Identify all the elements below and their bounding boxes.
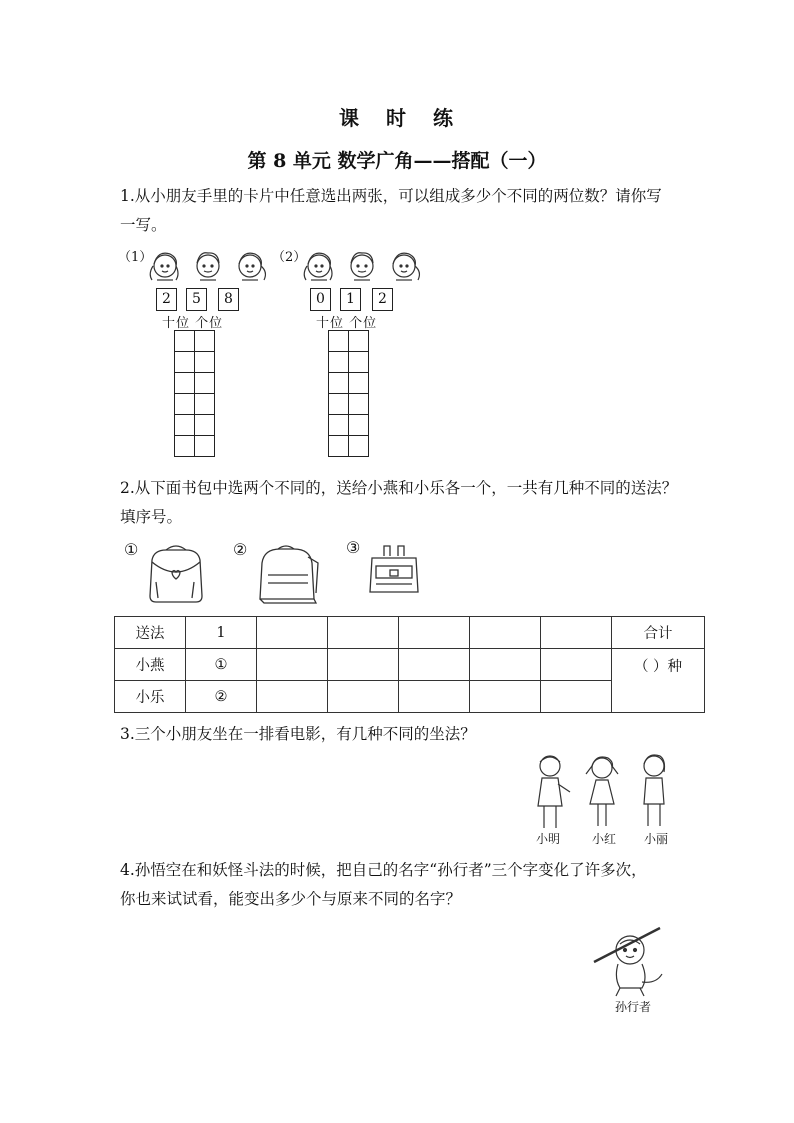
table-cell[interactable] — [399, 681, 470, 713]
grid-cell[interactable] — [329, 373, 349, 394]
bag-2-label: ② — [233, 540, 248, 559]
bag-1-label: ① — [124, 540, 139, 559]
place-value-label: 十位 个位 — [162, 316, 224, 331]
number-card: 8 — [218, 288, 239, 311]
number-card: 2 — [156, 288, 177, 311]
table-cell[interactable] — [257, 617, 328, 649]
question-2-line-1: 2.从下面书包中选两个不同的，送给小燕和小乐各一个，一共有几种不同的送法？ — [120, 479, 678, 497]
answer-grid — [174, 330, 215, 457]
table-cell[interactable] — [328, 617, 399, 649]
place-value-label: 十位 个位 — [316, 316, 378, 331]
grid-cell[interactable] — [175, 373, 195, 394]
question-1-text — [120, 182, 690, 240]
grid-cell[interactable] — [329, 436, 349, 457]
three-children-illustration — [520, 752, 680, 832]
grid-cell[interactable] — [175, 415, 195, 436]
question-4-text — [120, 856, 690, 914]
question-1-part-2 — [272, 244, 432, 474]
table-col-number: 1 — [186, 617, 257, 649]
table-cell[interactable] — [328, 681, 399, 713]
grid-cell[interactable] — [195, 436, 215, 457]
grid-cell[interactable] — [175, 394, 195, 415]
child-name-xiaohong: 小红 — [592, 832, 617, 846]
table-cell[interactable] — [470, 617, 541, 649]
grid-cell[interactable] — [195, 331, 215, 352]
number-card: 1 — [340, 288, 361, 311]
table-cell[interactable] — [257, 681, 328, 713]
table-total-label: 合计 — [612, 617, 705, 649]
table-total-value[interactable]: （ ）种 — [612, 649, 705, 713]
backpack-1-icon — [144, 542, 208, 604]
row-label-xiaole: 小乐 — [115, 681, 186, 713]
question-4-line-1: 4.孙悟空在和妖怪斗法的时候，把自己的名字“孙行者”三个字变化了许多次， — [120, 861, 647, 879]
table-cell[interactable] — [328, 649, 399, 681]
table-cell[interactable] — [541, 617, 612, 649]
monkey-king-caption: 孙行者 — [615, 1000, 652, 1014]
backpack-3-icon — [366, 544, 422, 596]
number-card: 5 — [186, 288, 207, 311]
table-cell[interactable] — [470, 649, 541, 681]
question-2-line-2: 填序号。 — [120, 508, 183, 526]
table-header-label: 送法 — [115, 617, 186, 649]
grid-cell[interactable] — [175, 436, 195, 457]
grid-cell[interactable] — [349, 415, 369, 436]
title-char: 课 — [339, 106, 362, 130]
child-name-xiaoli: 小丽 — [644, 832, 669, 846]
question-1-line-1: 1.从小朋友手里的卡片中任意选出两张，可以组成多少个不同的两位数？请你写 — [120, 187, 662, 205]
question-1-part-1 — [118, 244, 278, 474]
monkey-king-icon — [590, 922, 680, 998]
number-card: 0 — [310, 288, 331, 311]
table-cell[interactable] — [257, 649, 328, 681]
grid-cell[interactable] — [349, 436, 369, 457]
grid-cell[interactable] — [349, 331, 369, 352]
part-2-label: （2） — [272, 250, 307, 265]
question-2-text — [120, 474, 690, 532]
question-4-line-2: 你也来试试看，能变出多少个与原来不同的名字？ — [120, 890, 462, 908]
table-cell[interactable] — [541, 681, 612, 713]
grid-cell[interactable] — [175, 331, 195, 352]
bag-3-label: ③ — [346, 538, 361, 557]
title-char: 时 — [386, 106, 408, 130]
grid-cell[interactable] — [195, 373, 215, 394]
grid-cell[interactable] — [349, 394, 369, 415]
table-cell[interactable] — [399, 617, 470, 649]
children-illustration — [302, 246, 432, 286]
grid-cell[interactable] — [195, 415, 215, 436]
gifting-table — [114, 616, 705, 713]
table-cell[interactable] — [470, 681, 541, 713]
answer-grid — [328, 330, 369, 457]
grid-cell[interactable] — [329, 415, 349, 436]
title-char: 练 — [432, 106, 455, 130]
grid-cell[interactable] — [195, 352, 215, 373]
table-cell-value: ① — [186, 649, 257, 681]
grid-cell[interactable] — [329, 394, 349, 415]
child-name-xiaoming: 小明 — [536, 832, 561, 846]
grid-cell[interactable] — [349, 352, 369, 373]
grid-cell[interactable] — [349, 373, 369, 394]
table-cell-value: ② — [186, 681, 257, 713]
question-1-line-2: 一写。 — [120, 216, 167, 234]
table-cell[interactable] — [541, 649, 612, 681]
question-3-text: 3.三个小朋友坐在一排看电影，有几种不同的坐法？ — [120, 725, 476, 743]
grid-cell[interactable] — [195, 394, 215, 415]
grid-cell[interactable] — [329, 352, 349, 373]
children-illustration — [148, 246, 278, 286]
table-cell[interactable] — [399, 649, 470, 681]
unit-subtitle: 第 8 单元 数学广角——搭配（一） — [247, 150, 547, 172]
row-label-xiaoyan: 小燕 — [115, 649, 186, 681]
grid-cell[interactable] — [329, 331, 349, 352]
grid-cell[interactable] — [175, 352, 195, 373]
page-title — [0, 102, 794, 131]
part-1-label: （1） — [118, 250, 153, 265]
number-card: 2 — [372, 288, 393, 311]
backpack-2-icon — [252, 543, 320, 605]
